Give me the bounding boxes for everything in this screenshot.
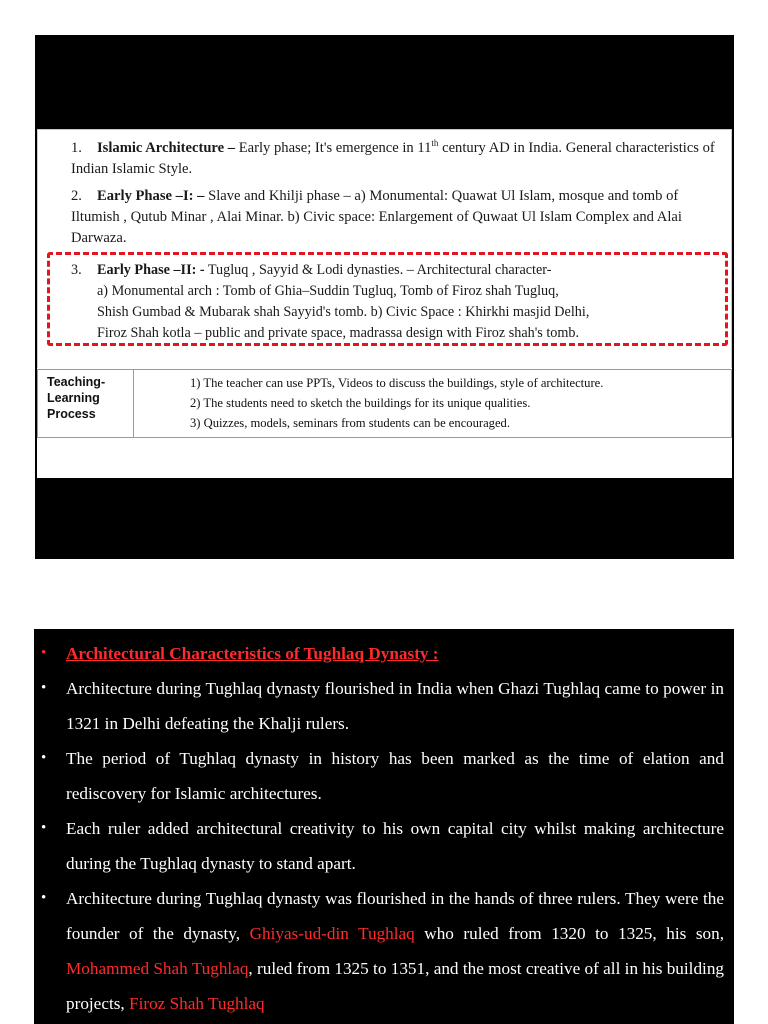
item-title: Early Phase –I: – (97, 188, 205, 204)
item-text-cont: century AD in India. General characteristics of Indian Islamic Style. (71, 139, 715, 177)
teaching-learning-process-table (37, 369, 732, 438)
bullet-dot: • (41, 750, 47, 766)
item-text: Tugluq , Sayyid & Lodi dynasties. – Architectural character- (204, 262, 552, 278)
item-line: Shish Gumbad & Mubarak shah Sayyid's tomb. b) Civic Space : Khirkhi masjid Delhi, (97, 304, 590, 320)
bullet-text: , ruled from 1325 to 1351, and the most creative of all in his building projects, (66, 959, 725, 1013)
bullet-text: The period of Tughlaq dynasty in history has been marked as the time of elation and rediscovery for Islamic architectures. (66, 749, 724, 803)
tlp-point: 3) Quizzes, models, seminars from students can be encouraged. (190, 416, 510, 430)
tlp-point: 1) The teacher can use PPTs, Videos to discuss the buildings, style of architecture. (190, 376, 604, 390)
slide-syllabus (35, 35, 734, 559)
tlp-label-line: Teaching- (47, 375, 106, 389)
list-item (34, 811, 734, 881)
syllabus-body (37, 129, 732, 368)
slide-tughlaq-architecture (34, 629, 734, 1024)
bullet-dot: • (41, 890, 47, 906)
list-item (34, 741, 734, 811)
tlp-label-line: Learning (47, 391, 100, 405)
bullet-text: who ruled from 1320 to 1325, his son, (414, 924, 724, 943)
syllabus-item-1 (71, 133, 726, 180)
item-number: 1. (71, 139, 82, 156)
ruler-name-firoz: Firoz Shah Tughlaq (129, 994, 265, 1013)
item-text: Early phase; It's emergence in 11 (235, 139, 432, 156)
bullet-dot: • (41, 820, 47, 836)
item-title: Islamic Architecture – (97, 139, 236, 156)
bullet-text: Architecture during Tughlaq dynasty was flourished in the hands of three rulers. They were the founder of the dynasty, (66, 889, 724, 943)
slide-heading: Architectural Characteristics of Tughlaq Dynasty : (66, 644, 439, 663)
bullet-dot: • (41, 645, 47, 661)
bullet-text: Each ruler added architectural creativity to his own capital city whilst making architecture during the Tughlaq dynasty to stand apart. (66, 819, 724, 873)
item-line: a) Monumental arch : Tomb of Ghia–Suddin Tugluq, Tomb of Firoz shah Tugluq, (97, 283, 559, 299)
bullet-dot: • (41, 680, 47, 696)
syllabus-document (37, 129, 732, 478)
tlp-point: 2) The students need to sketch the buildings for its unique qualities. (190, 396, 531, 410)
syllabus-item-2 (71, 186, 726, 249)
bullet-text: Architecture during Tughlaq dynasty flourished in India when Ghazi Tughlaq came to power in 1321 in Delhi defeating the Khalji rulers. (66, 679, 724, 733)
tlp-points (190, 373, 730, 433)
item-number: 3. (71, 262, 82, 278)
list-item (34, 881, 734, 1021)
list-item-heading (34, 636, 734, 671)
bullet-list (34, 636, 734, 1021)
item-superscript: th (431, 138, 439, 148)
ruler-name-ghiyas: Ghiyas-ud-din Tughlaq (249, 924, 415, 943)
item-title: Early Phase –II: - (97, 262, 205, 278)
item-text: Slave and Khilji phase – a) Monumental: Quawat Ul Islam, mosque and tomb of Iltumish , Qutub Minar , Alai Minar. b) Civic space: Enlargement of Quwaat Ul Islam Complex and Alai Darwaza. (71, 188, 682, 246)
item-number: 2. (71, 188, 82, 204)
tlp-label-line: Process (47, 407, 96, 421)
tlp-label-cell (38, 370, 134, 437)
highlight-dashed-box (47, 252, 728, 346)
list-item (34, 671, 734, 741)
item-line: Firoz Shah kotla – public and private space, madrassa design with Firoz shah's tomb. (97, 325, 580, 341)
ruler-name-mohammed: Mohammed Shah Tughlaq (66, 959, 249, 978)
